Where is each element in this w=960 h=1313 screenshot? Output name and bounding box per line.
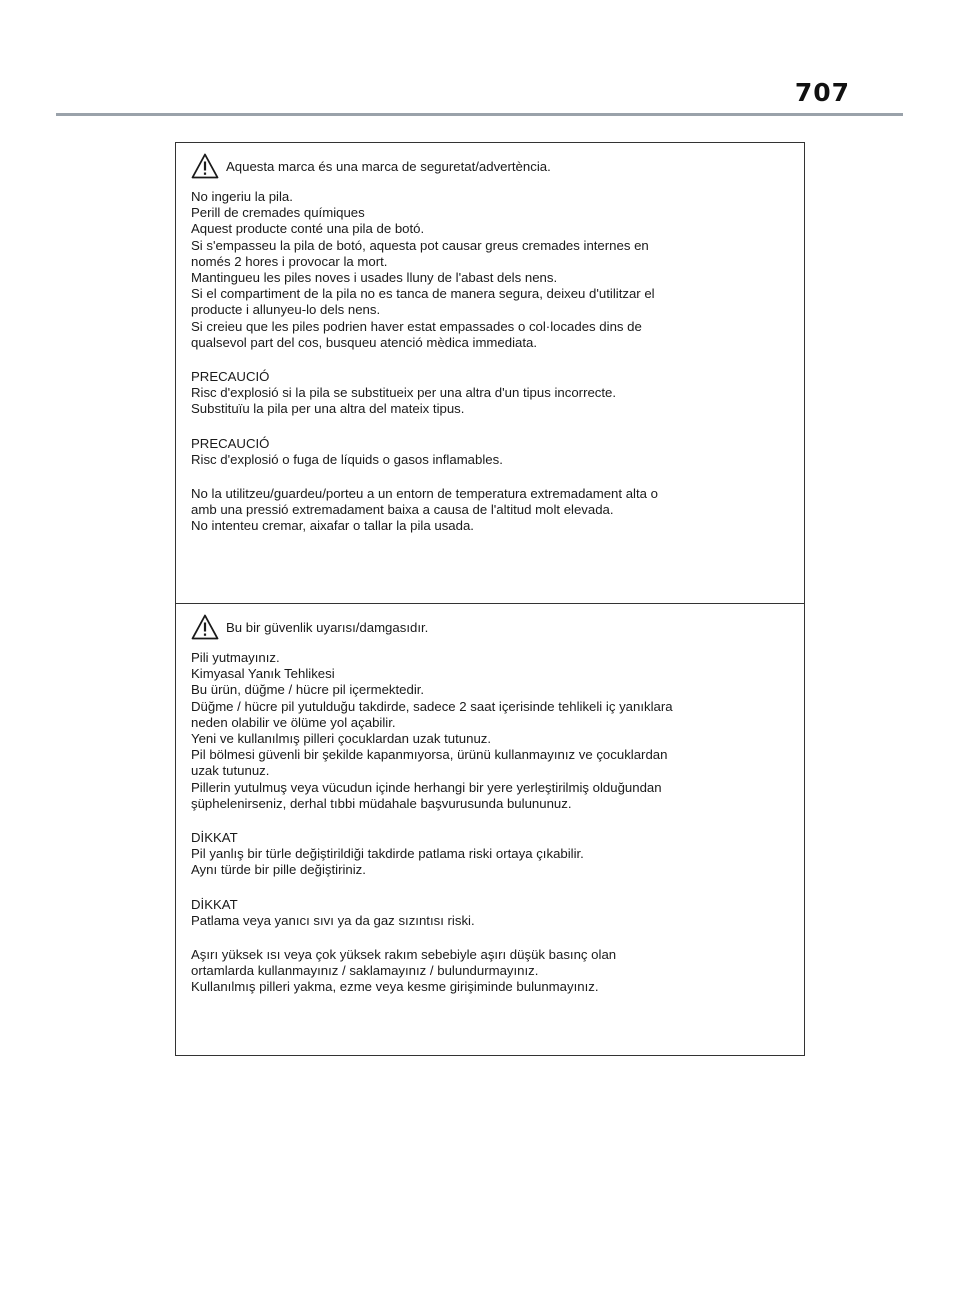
text-line: Substituïu la pila per una altra del mateix tipus. — [191, 401, 465, 417]
catalan-warning-mark — [191, 151, 804, 181]
header-rule — [56, 113, 903, 116]
catalan-section — [176, 143, 804, 603]
text-line: Patlama veya yanıcı sıvı ya da gaz sızıntısı riski. — [191, 912, 475, 928]
text-line: Yeni ve kullanılmış pilleri çocuklardan uzak tutunuz. — [191, 731, 492, 747]
caution-heading: DİKKAT — [191, 896, 238, 912]
catalan-block-environment — [191, 486, 804, 535]
text-line: Aşırı yüksek ısı veya çok yüksek rakım sebebiyle aşırı düşük basınç olan — [191, 947, 617, 963]
turkish-block-caution-2 — [191, 897, 804, 929]
warning-triangle-icon — [191, 614, 219, 640]
catalan-block-caution-1 — [191, 369, 804, 418]
text-line: Pillerin yutulmuş veya vücudun içinde herhangi bir yere yerleştirilmiş olduğundan — [191, 779, 662, 795]
text-line: amb una pressió extremadament baixa a causa de l'altitud molt elevada. — [191, 502, 614, 518]
text-line: Kimyasal Yanık Tehlikesi — [191, 666, 335, 682]
text-line: Kullanılmış pilleri yakma, ezme veya kesme girişiminde bulunmayınız. — [191, 979, 599, 995]
turkish-warning-text: Bu bir güvenlik uyarısı/damgasıdır. — [226, 619, 429, 635]
text-line: Pil yanlış bir türle değiştirildiği takdirde patlama riski ortaya çıkabilir. — [191, 846, 584, 862]
caution-heading: DİKKAT — [191, 830, 238, 846]
text-line: Risc d'explosió si la pila se substitueix per una altra d'un tipus incorrecte. — [191, 385, 617, 401]
turkish-block-caution-1 — [191, 830, 804, 879]
text-line: Perill de cremades químiques — [191, 205, 365, 221]
catalan-block-caution-2 — [191, 436, 804, 468]
text-line: Bu ürün, düğme / hücre pil içermektedir. — [191, 682, 425, 698]
text-line: Aquest producte conté una pila de botó. — [191, 221, 425, 237]
text-line: Pil bölmesi güvenli bir şekilde kapanmıyorsa, ürünü kullanmayınız ve çocuklardan — [191, 747, 668, 763]
catalan-block-ingestion — [191, 189, 804, 351]
text-line: Mantingueu les piles noves i usades lluny de l'abast dels nens. — [191, 270, 558, 286]
text-line: No la utilitzeu/guardeu/porteu a un entorn de temperatura extremadament alta o — [191, 486, 658, 502]
warning-triangle-icon — [191, 153, 219, 179]
caution-heading: PRECAUCIÓ — [191, 369, 270, 385]
text-line: Risc d'explosió o fuga de líquids o gasos inflamables. — [191, 451, 503, 467]
text-line: producte i allunyeu-lo dels nens. — [191, 302, 381, 318]
text-line: neden olabilir ve ölüme yol açabilir. — [191, 714, 396, 730]
turkish-block-environment — [191, 947, 804, 996]
text-line: Aynı türde bir pille değiştiriniz. — [191, 862, 366, 878]
text-line: uzak tutunuz. — [191, 763, 270, 779]
text-line: només 2 hores i provocar la mort. — [191, 253, 388, 269]
battery-safety-notice — [175, 142, 805, 1056]
text-line: No intenteu cremar, aixafar o tallar la pila usada. — [191, 518, 474, 534]
text-line: qualsevol part del cos, busqueu atenció mèdica immediata. — [191, 334, 538, 350]
text-line: Si s'empasseu la pila de botó, aquesta pot causar greus cremades internes en — [191, 237, 649, 253]
turkish-block-ingestion — [191, 650, 804, 812]
text-line: Si creieu que les piles podrien haver estat empassades o col·locades dins de — [191, 318, 642, 334]
turkish-warning-mark — [191, 612, 804, 642]
page-number: 707 — [794, 78, 850, 107]
text-line: Pili yutmayınız. — [191, 650, 280, 665]
text-line: Si el compartiment de la pila no es tanca de manera segura, deixeu d'utilitzar el — [191, 286, 655, 302]
text-line: şüphelenirseniz, derhal tıbbi müdahale başvurusunda bulununuz. — [191, 795, 572, 811]
caution-heading: PRECAUCIÓ — [191, 435, 270, 451]
text-line: Düğme / hücre pil yutulduğu takdirde, sadece 2 saat içerisinde tehlikeli iç yanıklara — [191, 698, 673, 714]
text-line: ortamlarda kullanmayınız / saklamayınız / bulundurmayınız. — [191, 963, 539, 979]
catalan-warning-text: Aquesta marca és una marca de seguretat/advertència. — [226, 158, 551, 174]
text-line: No ingeriu la pila. — [191, 189, 293, 204]
turkish-section — [176, 603, 804, 1055]
